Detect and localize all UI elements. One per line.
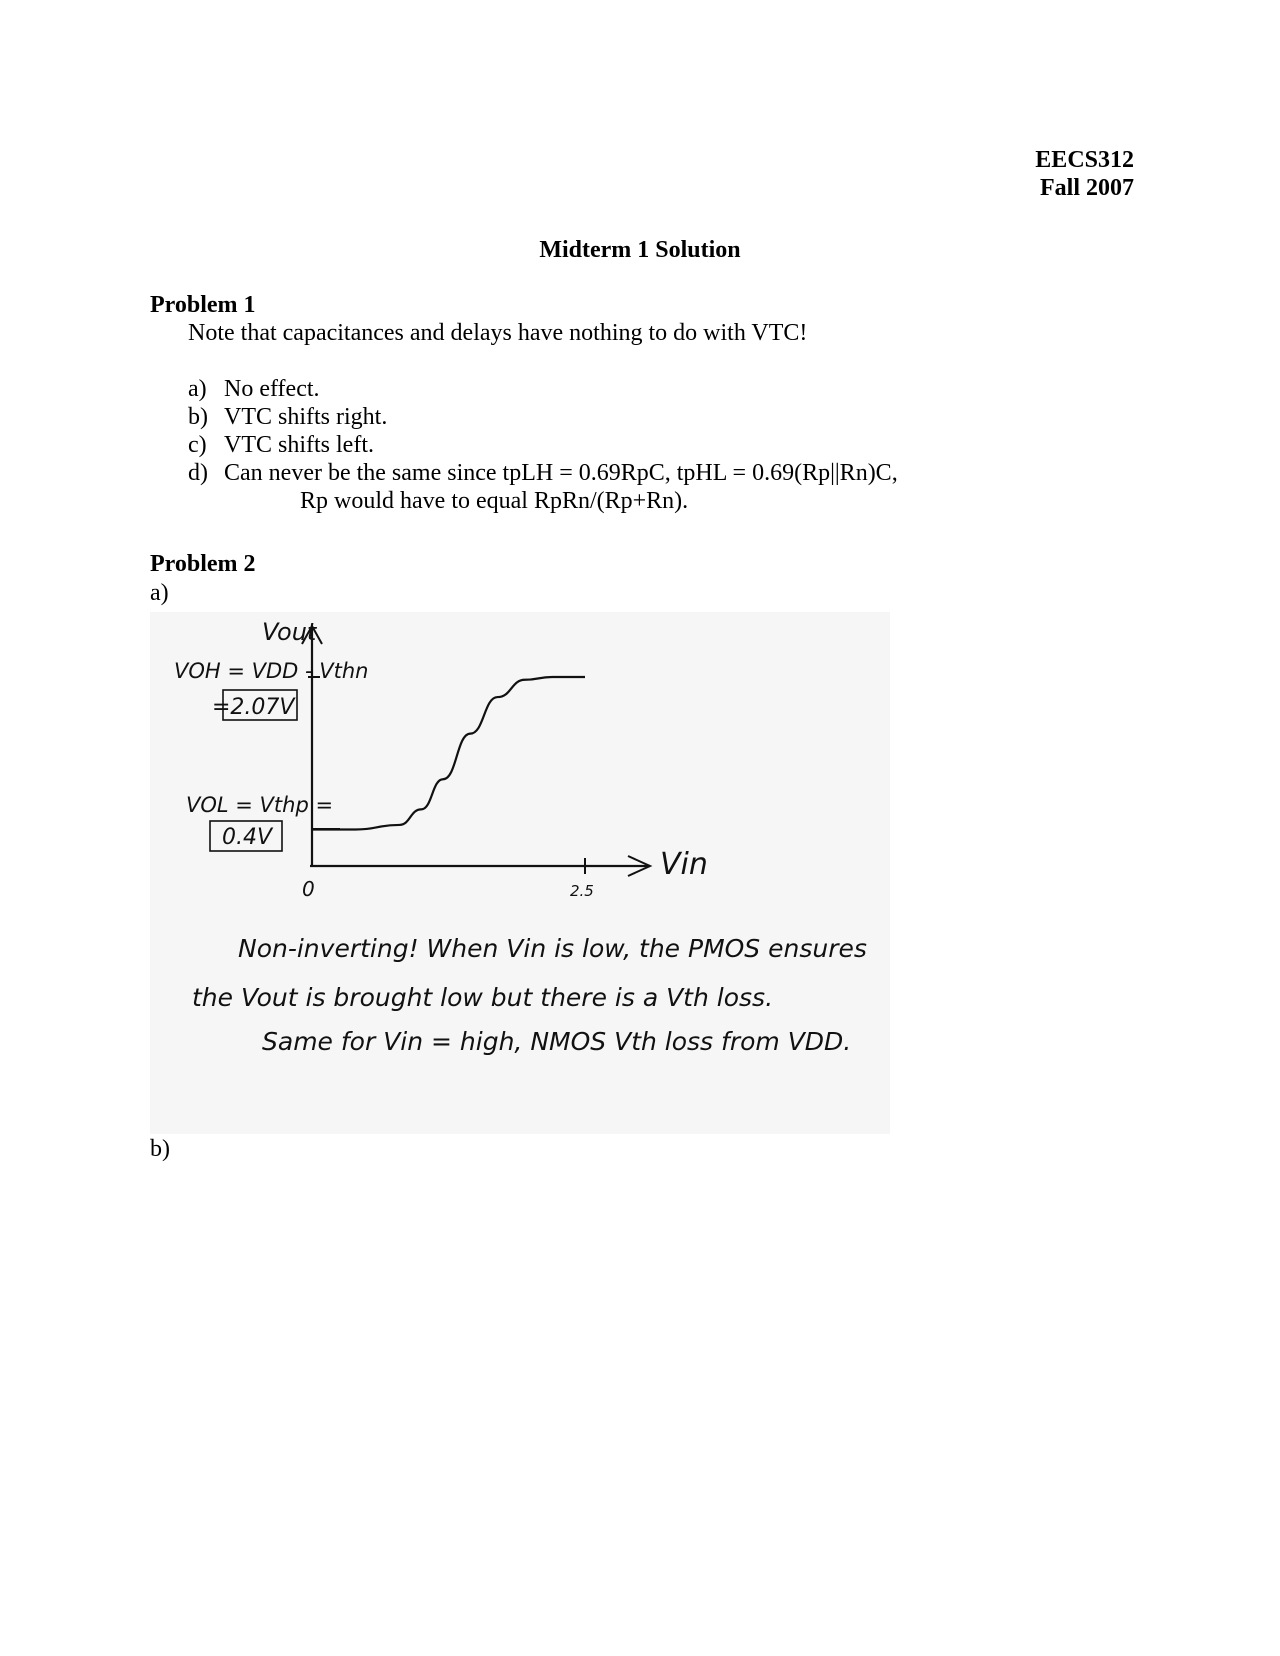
problem-1-intro: Note that capacitances and delays have nothing to do with VTC! — [188, 320, 808, 346]
note-line-2: the Vout is brought low but there is a Vth loss. — [192, 983, 774, 1012]
part-a-label: a) — [150, 580, 169, 606]
answer-a-text: No effect. — [224, 376, 320, 402]
voh-label: VOH = VDD - Vthn — [174, 659, 369, 683]
vol-label: VOL = Vthp = — [186, 793, 334, 817]
x-tick-label: 2.5 — [570, 882, 594, 900]
page-title: Midterm 1 Solution — [539, 237, 741, 263]
x-axis-label: Vin — [660, 847, 708, 882]
y-axis-label: Vout — [262, 618, 317, 646]
problem-2-heading: Problem 2 — [150, 551, 256, 577]
answer-b-label: b) — [188, 404, 208, 430]
answer-d-continuation: Rp would have to equal RpRn/(Rp+Rn). — [300, 488, 689, 514]
answer-c-text: VTC shifts left. — [224, 432, 374, 458]
answer-b-text: VTC shifts right. — [224, 404, 388, 430]
vtc-figure — [150, 612, 890, 1134]
course-term: Fall 2007 — [1040, 175, 1134, 201]
note-line-1: Non-inverting! When Vin is low, the PMOS ensures — [238, 934, 867, 963]
answer-c-label: c) — [188, 432, 207, 458]
answer-a-label: a) — [188, 376, 207, 402]
answer-d-text: Can never be the same since tpLH = 0.69RpC, tpHL = 0.69(Rp||Rn)C, — [224, 460, 898, 486]
voh-value: =2.07V — [212, 695, 295, 720]
vol-value: 0.4V — [222, 825, 273, 850]
answer-b — [188, 404, 387, 431]
vtc-chart — [150, 612, 890, 1134]
part-b-label: b) — [150, 1136, 170, 1162]
course-code: EECS312 — [1035, 147, 1134, 173]
problem-1-heading: Problem 1 — [150, 292, 256, 318]
answer-a — [188, 376, 320, 403]
origin-label: 0 — [302, 877, 315, 901]
answer-d-label: d) — [188, 460, 208, 486]
answer-c — [188, 432, 374, 459]
note-line-3: Same for Vin = high, NMOS Vth loss from VDD. — [262, 1027, 852, 1056]
vtc-curve — [312, 677, 585, 829]
answer-d — [188, 460, 898, 487]
